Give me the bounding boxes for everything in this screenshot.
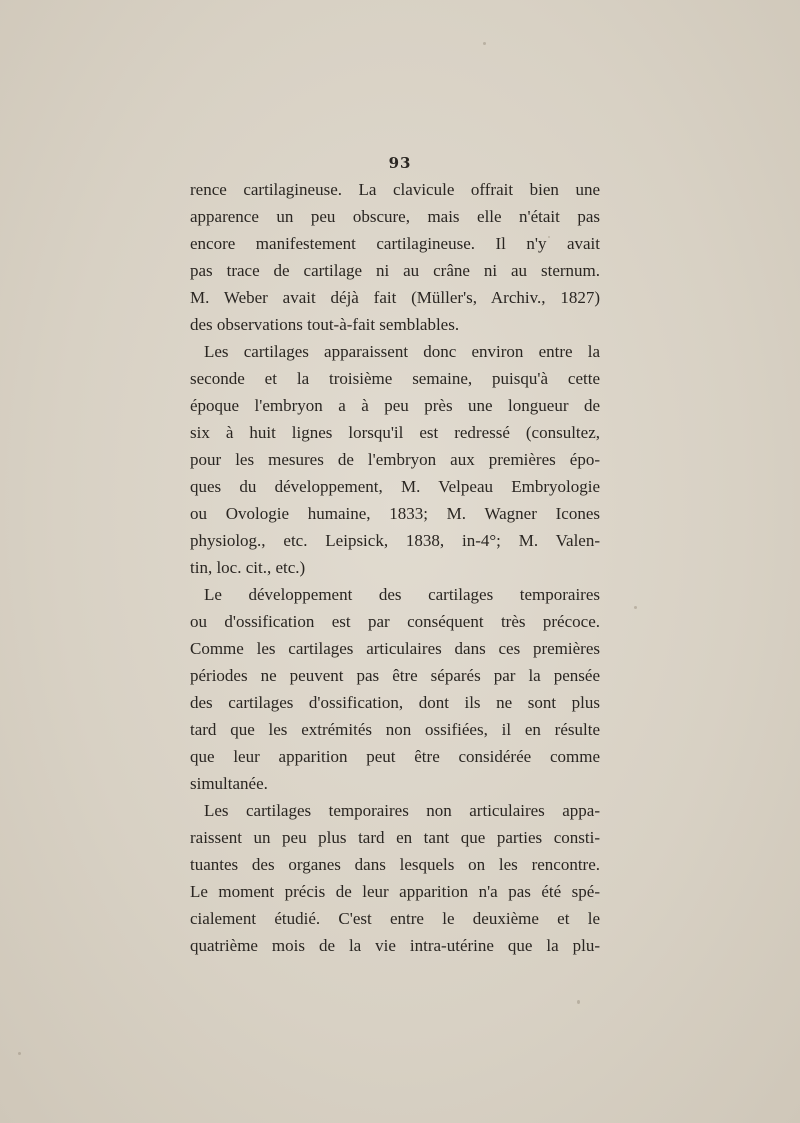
text-line: cialement étudié. C'est entre le deuxième et le [190,909,600,928]
text-line: tuantes des organes dans lesquels on les rencontre. [190,855,600,874]
text-line: Le moment précis de leur apparition n'a pas été spé- [190,882,600,901]
text-line: des observations tout-à-fait semblables. [190,315,460,334]
text-line: que leur apparition peut être considérée comme [190,747,600,766]
text-line: apparence un peu obscure, mais elle n'était pas [190,207,600,226]
text-line: simultanée. [190,774,268,793]
text-line: physiolog., etc. Leipsick, 1838, in-4°; M. Valen- [190,531,600,550]
text-line: pas trace de cartilage ni au crâne ni au sternum. [190,261,600,280]
paper-speck [483,42,486,45]
text-line: tard que les extrémités non ossifiées, il en résulte [190,720,600,739]
text-line: M. Weber avait déjà fait (Müller's, Archiv., 1827) [190,288,600,307]
text-line: Les cartilages temporaires non articulaires appa- [204,801,600,820]
text-line: pour les mesures de l'embryon aux premières épo- [190,450,600,469]
text-line: raissent un peu plus tard en tant que parties consti- [190,828,600,847]
text-line: ques du développement, M. Velpeau Embryologie [190,477,600,496]
paper-speck [634,606,637,609]
text-line: six à huit lignes lorsqu'il est redressé (consultez, [190,423,600,442]
text-line: quatrième mois de la vie intra-utérine que la plu- [190,936,600,955]
text-line: Les cartilages apparaissent donc environ entre la [204,342,600,361]
text-line: seconde et la troisième semaine, puisqu'à cette [190,369,600,388]
text-line: ou d'ossification est par conséquent très précoce. [190,612,600,631]
text-line: ou Ovologie humaine, 1833; M. Wagner Icones [190,504,600,523]
page-number: 93 [388,154,412,172]
text-line: tin, loc. cit., etc.) [190,558,306,577]
text-line: époque l'embryon a à peu près une longueur de [190,396,600,415]
text-line: encore manifestement cartilagineuse. Il n'y avait [190,234,600,253]
paper-speck [18,1052,21,1055]
text-line: Le développement des cartilages temporaires [204,585,600,604]
text-line: Comme les cartilages articulaires dans ces premières [190,639,600,658]
text-line: des cartilages d'ossification, dont ils ne sont plus [190,693,600,712]
text-line: périodes ne peuvent pas être séparés par la pensée [190,666,600,685]
paper-speck [577,1000,580,1004]
text-line: rence cartilagineuse. La clavicule offrait bien une [190,180,600,199]
